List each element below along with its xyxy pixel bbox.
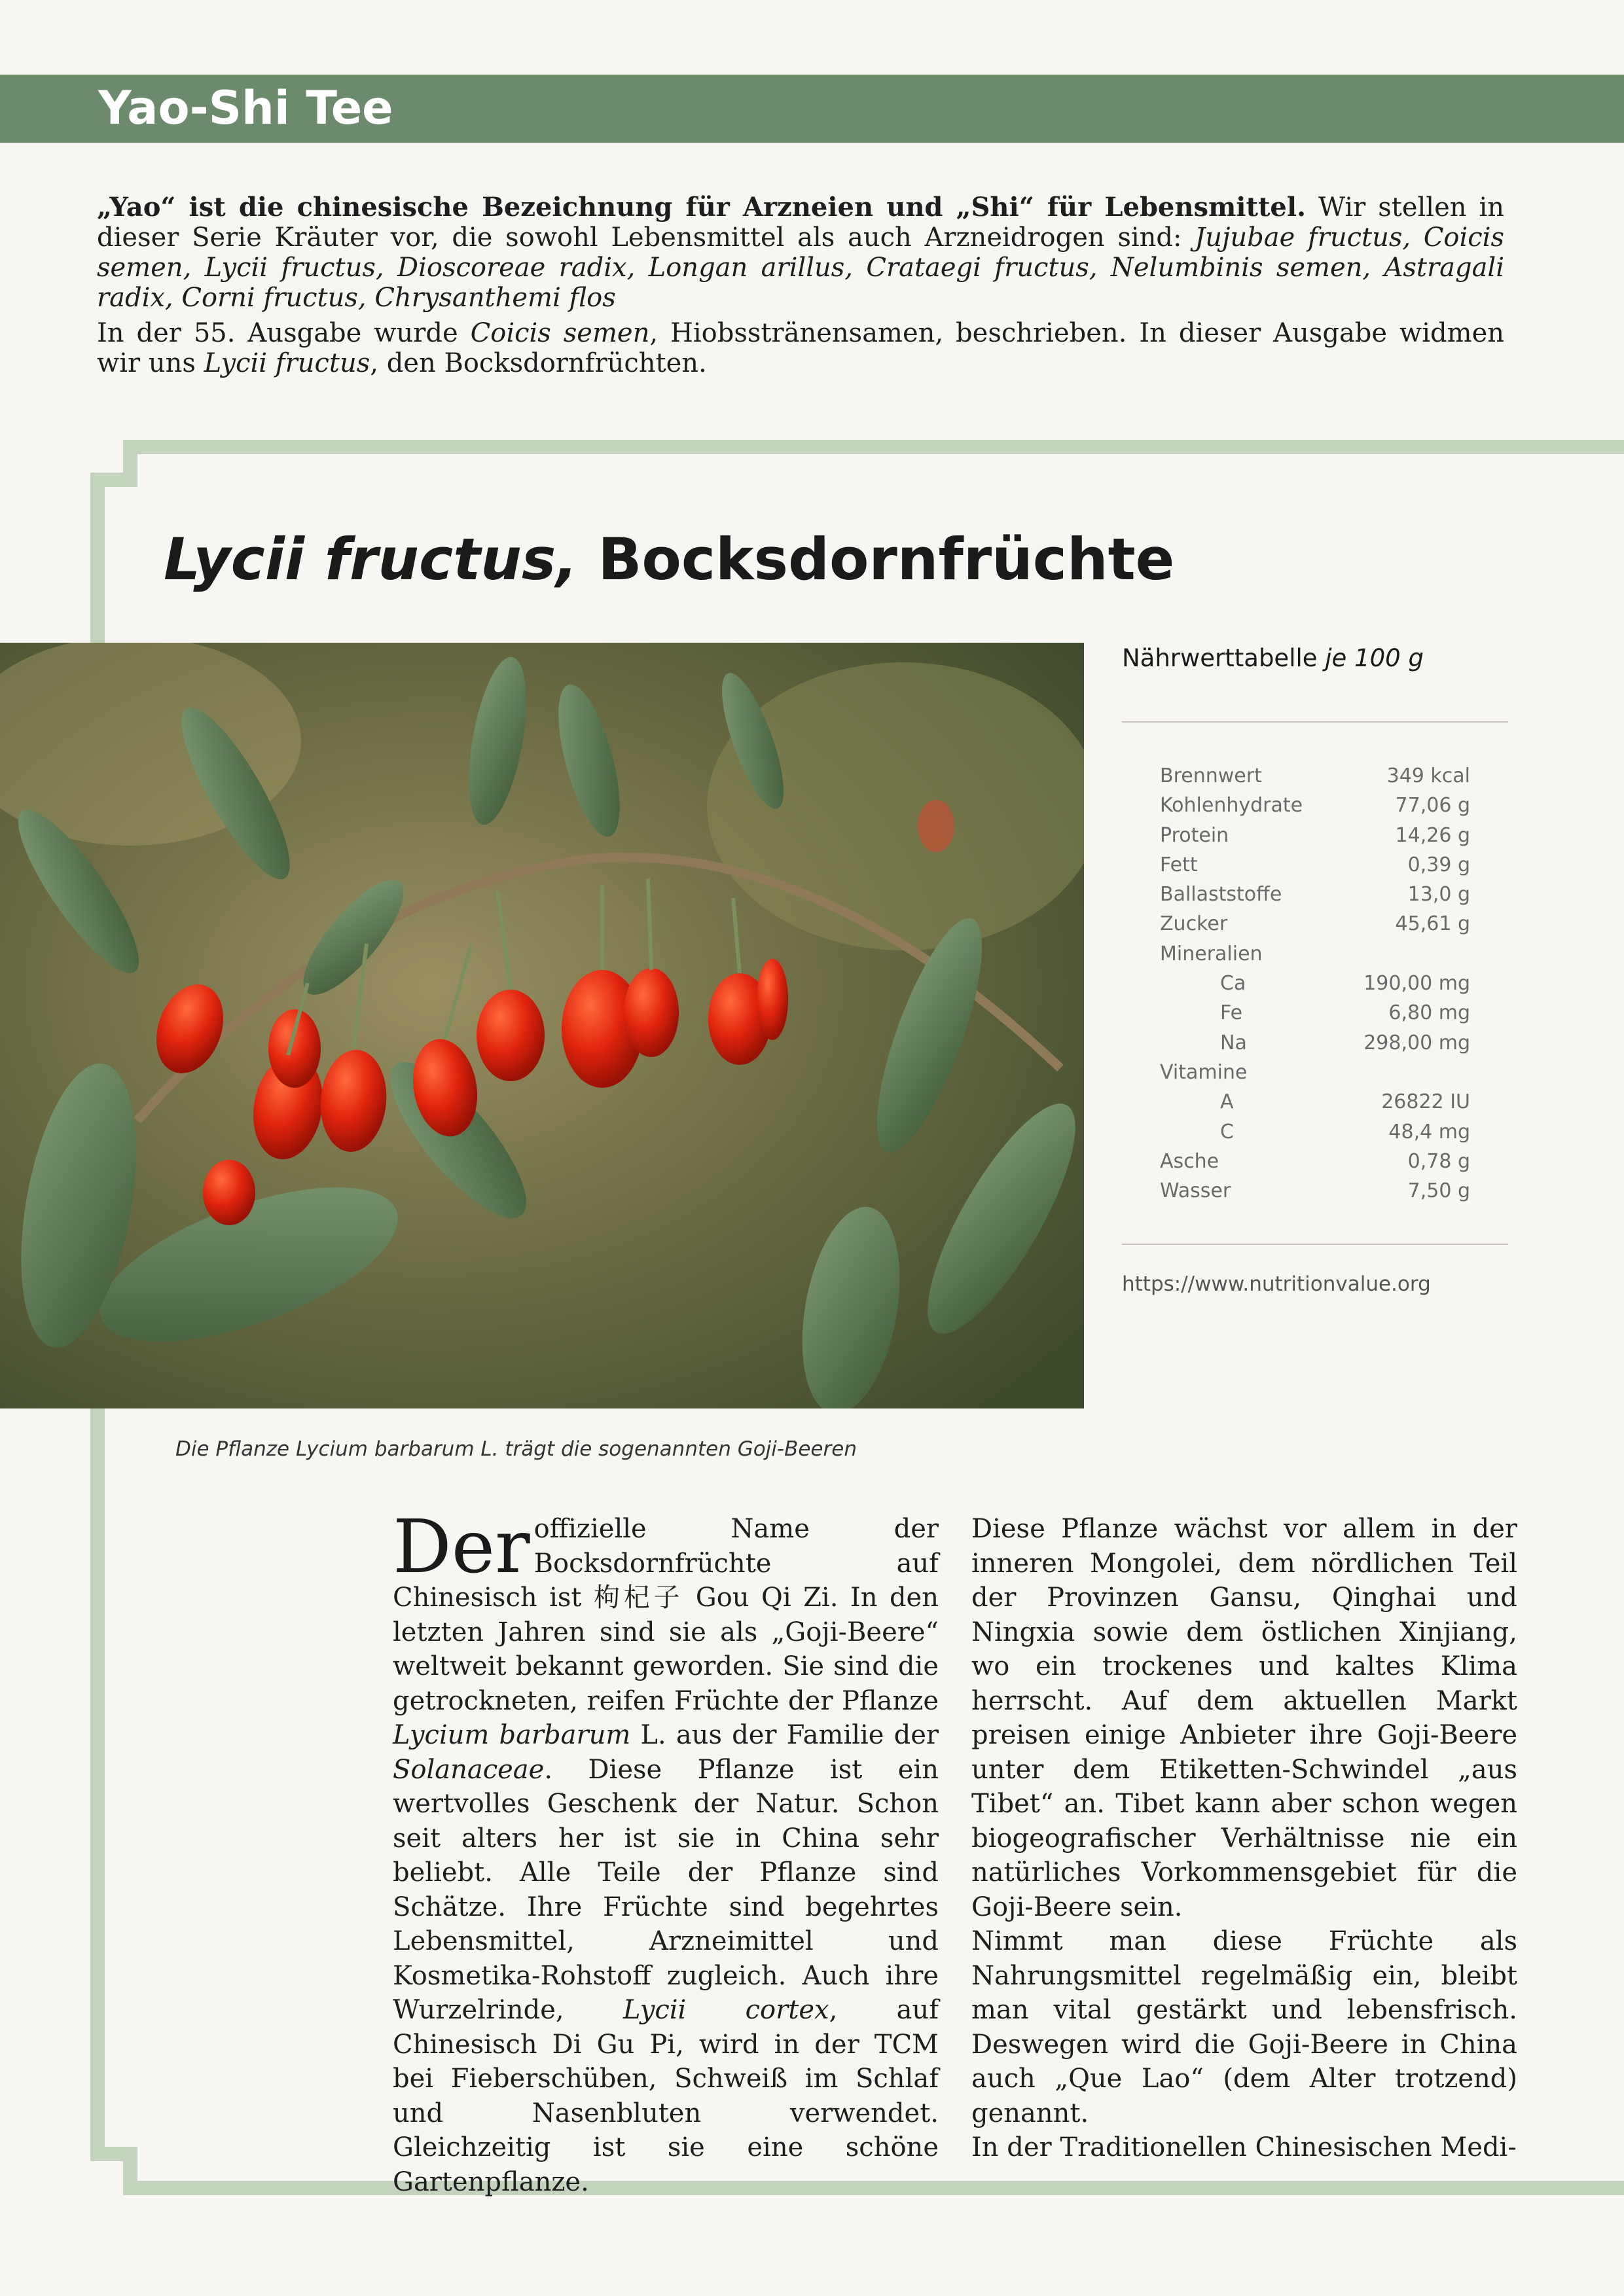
intro-paragraph-2 [97,318,1504,378]
article-title [164,524,1174,596]
intro-p2-latin: Coicis semen [470,318,650,348]
nutrient-group-label: Vitamine [1160,1060,1248,1084]
nutrition-title-text: Nährwerttabelle [1122,644,1318,672]
intro-p2-text: , Hiobsstränensamen, beschrieben. In dieser Ausgabe widmen wir uns [97,318,1505,378]
nutrient-value: 349 kcal [1386,764,1470,787]
nutrient-label: Brennwert [1160,764,1262,787]
body-paragraph: In der Traditionellen Chinesischen Medi- [971,2132,1517,2162]
nutrition-row [1160,939,1470,969]
article-title-german: Bocksdornfrüchte [577,526,1175,593]
nutrition-row [1160,880,1470,909]
body-text: offizielle Name der Bocksdornfrüchte auf Chinesisch ist 枸杞子 Gou Qi Zi. In den letzten Jahren sind sie als „Goji-Beere“ weltweit bekannt geworden. Sie sind die getrockneten, reifen Früchte der Pflanze [393,1514,939,1716]
body-latin: Lycium barbarum [393,1720,631,1750]
body-latin: Solanaceae [393,1754,545,1785]
nutrition-row [1160,1087,1470,1117]
nutrient-label: Ballaststoffe [1160,883,1282,906]
nutrition-row [1160,791,1470,820]
nutrient-value: 48,4 mg [1388,1120,1470,1143]
nutrient-value: 6,80 mg [1388,1001,1470,1025]
nutrient-value: 77,06 g [1395,794,1470,817]
nutrient-value: 45,61 g [1395,912,1470,936]
goji-berry-photo [0,643,1084,1408]
body-text: . Diese Pflanze ist ein wertvolles Geschenk der Natur. Schon seit alters her ist sie in China sehr beliebt. Alle Teile der Pflanze sind Schätze. Ihre Früchte sind begehrtes Lebensmittel, Arzneimittel und Kosmetika-Rohstoff zugleich. Auch ihre Wurzelrinde, [393,1754,939,2025]
nutrient-label: Fe [1220,1001,1243,1025]
nutrition-row [1160,909,1470,939]
section-title: Yao-Shi Tee [98,81,393,135]
nutrient-label: Asche [1160,1149,1219,1173]
intro-text [97,192,1504,384]
article-title-latin: Lycii fructus, [164,526,578,593]
nutrient-value: 0,39 g [1407,853,1470,876]
nutrient-label: Fett [1160,853,1198,876]
nutrient-group-label: Mineralien [1160,942,1263,965]
nutrient-label: Ca [1220,972,1246,996]
nutrition-table-title [1122,644,1424,672]
nutrient-label: Protein [1160,823,1229,847]
nutrition-row [1160,1028,1470,1058]
nutrient-value: 7,50 g [1407,1179,1470,1203]
nutrition-row [1160,850,1470,880]
photo-caption: Die Pflanze Lycium barbarum L. trägt die sogenannten Goji-Beeren [175,1437,857,1461]
nutrition-row [1160,998,1470,1028]
nutrient-value: 14,26 g [1395,823,1470,847]
nutrient-label: Wasser [1160,1179,1231,1203]
nutrition-row [1160,1147,1470,1176]
nutrition-source-link[interactable]: https://www.nutritionvalue.org [1122,1272,1431,1296]
nutrition-title-unit: je 100 g [1317,644,1424,672]
nutrient-label: A [1220,1090,1234,1114]
nutrition-row [1160,969,1470,998]
intro-herb-list: Jujubae fructus, Coicis semen, Lycii fructus, Dioscoreae radix, Longan arillus, Crataegi fructus, Nelumbinis semen, Astragali radix, Corni fructus, Chrysanthemi flos [97,223,1505,313]
intro-p2-text: In der 55. Ausgabe wurde [97,318,471,348]
nutrient-value: 190,00 mg [1363,972,1470,996]
body-paragraph: Nimmt man diese Früchte als Nahrungsmittel regelmäßig ein, bleibt man vital gestärkt und lebensfrisch. Deswegen wird die Goji-Beere in China auch „Que Lao“ (dem Alter trotzend) genannt. [971,1926,1517,2128]
nutrient-value: 298,00 mg [1363,1031,1470,1054]
nutrient-value: 26822 IU [1381,1090,1470,1114]
drop-cap: Der [393,1505,530,1590]
divider [1122,721,1508,723]
intro-p2-latin: Lycii fructus [204,348,370,378]
body-text: L. aus der Familie der [630,1720,939,1750]
divider [1122,1244,1508,1245]
intro-lead-rest: Wir stellen in dieser Serie Kräuter vor, die sowohl Lebensmittel als auch Arzneidrogen sind: [97,192,1505,253]
body-column-1 [393,1505,939,2199]
nutrient-value: 0,78 g [1407,1149,1470,1173]
body-paragraph [393,1505,939,2199]
nutrient-value: 13,0 g [1407,883,1470,906]
nutrient-label: C [1220,1120,1234,1143]
intro-paragraph-1 [97,192,1504,313]
body-column-2 [971,1512,1517,2165]
body-text: , auf Chinesisch Di Gu Pi, wird in der TCM bei Fieberschüben, Schweiß im Schlaf und Nasenbluten verwendet. Gleichzeitig ist sie eine schöne Gartenpflanze. [393,1995,939,2197]
nutrient-label: Kohlenhydrate [1160,794,1303,817]
section-header-bar [0,75,1624,143]
body-latin: Lycii cortex [623,1995,829,2025]
nutrition-table [1160,761,1470,1206]
nutrition-row [1160,1058,1470,1087]
intro-p2-text: , den Bocksdornfrüchten. [370,348,707,378]
nutrition-row [1160,1117,1470,1147]
frame-corner [90,2147,137,2161]
frame-border-top [123,440,1624,454]
nutrition-row [1160,1176,1470,1206]
body-paragraph: Diese Pflanze wächst vor allem in der inneren Mongolei, dem nördlichen Teil der Provinzen Gansu, Qinghai und Ningxia sowie dem östlichen Xinjiang, wo ein trockenes und kaltes Klima herrscht. Auf dem aktuellen Markt preisen einige Anbieter ihre Goji-Beere unter dem Etiketten-Schwindel „aus Tibet“ an. Tibet kann aber schon wegen biogeografischer Verhältnisse nie ein natürliches Vorkommensgebiet für die Goji-Beere sein. [971,1514,1517,1922]
nutrient-label: Na [1220,1031,1247,1054]
nutrition-row [1160,821,1470,850]
intro-lead-bold: „Yao“ ist die chinesische Bezeichnung für Arzneien und „Shi“ für Lebensmittel. [97,192,1307,223]
nutrition-row [1160,761,1470,791]
nutrient-label: Zucker [1160,912,1228,936]
